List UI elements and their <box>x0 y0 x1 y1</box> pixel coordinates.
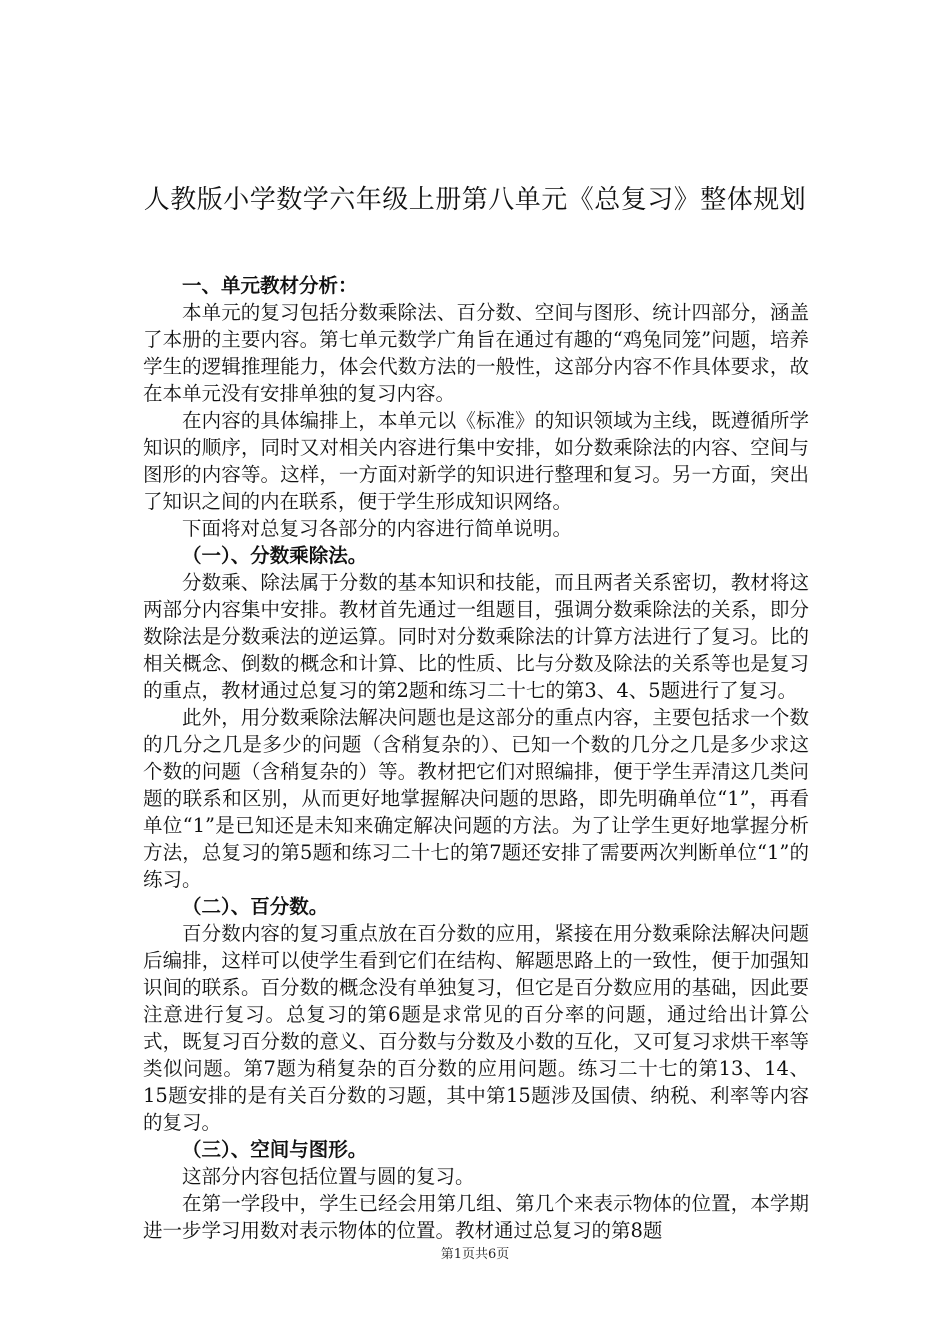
paragraph: 此外，用分数乘除法解决问题也是这部分的重点内容，主要包括求一个数的几分之几是多少的问题（含稍复杂的）、已知一个数的几分之几是多少求这个数的问题（含稍复杂的）等。教材把它们对照编排，便于学生弄清这几类问题的联系和区别，从而更好地掌握解决问题的思路，即先明确单位“1”，再看单位“1”是已知还是未知来确定解决问题的方法。为了让学生更好地掌握分析方法，总复习的第5题和练习二十七的第7题还安排了需要两次判断单位“1”的练习。 <box>143 706 809 891</box>
paragraph: 分数乘、除法属于分数的基本知识和技能，而且两者关系密切，教材将这两部分内容集中安排。教材首先通过一组题目，强调分数乘除法的关系，即分数除法是分数乘法的逆运算。同时对分数乘除法的计算方法进行了复习。比的相关概念、倒数的概念和计算、比的性质、比与分数及除法的关系等也是复习的重点，教材通过总复习的第2题和练习二十七的第3、4、5题进行了复习。 <box>143 571 809 702</box>
subsection-heading-fractions: （一）、分数乘除法。 <box>182 544 368 567</box>
paragraph: 在第一学段中，学生已经会用第几组、第几个来表示物体的位置，本学期进一步学习用数对表示物体的位置。教材通过总复习的第8题 <box>143 1192 809 1242</box>
page-footer: 第1页共6页 <box>440 1247 510 1262</box>
subsection-heading-geometry: （三）、空间与图形。 <box>182 1138 368 1161</box>
paragraph: 这部分内容包括位置与圆的复习。 <box>182 1165 475 1188</box>
paragraph: 本单元的复习包括分数乘除法、百分数、空间与图形、统计四部分，涵盖了本册的主要内容。第七单元数学广角旨在通过有趣的“鸡兔同笼”问题，培养学生的逻辑推理能力，体会代数方法的一般性，这部分内容不作具体要求，故在本单元没有安排单独的复习内容。 <box>143 301 809 405</box>
paragraph: 在内容的具体编排上，本单元以《标准》的知识领域为主线，既遵循所学知识的顺序，同时又对相关内容进行集中安排，如分数乘除法的内容、空间与图形的内容等。这样，一方面对新学的知识进行整理和复习。另一方面，突出了知识之间的内在联系，便于学生形成知识网络。 <box>143 409 809 513</box>
subsection-heading-percent: （二）、百分数。 <box>182 895 329 918</box>
paragraph: 百分数内容的复习重点放在百分数的应用，紧接在用分数乘除法解决问题后编排，这样可以使学生看到它们在结构、解题思路上的一致性，便于加强知识间的联系。百分数的概念没有单独复习，但它是百分数应用的基础，因此要注意进行复习。总复习的第6题是求常见的百分率的问题，通过给出计算公式，既复习百分数的意义、百分数与分数及小数的互化，又可复习求烘干率等类似问题。第7题为稍复杂的百分数的应用问题。练习二十七的第13、14、15题安排的是有关百分数的习题，其中第15题涉及国债、纳税、利率等内容的复习。 <box>143 922 809 1134</box>
document-title: 人教版小学数学六年级上册第八单元《总复习》整体规划 <box>143 185 807 215</box>
document-body <box>143 272 809 1244</box>
section-heading: 一、单元教材分析： <box>182 274 358 297</box>
paragraph: 下面将对总复习各部分的内容进行简单说明。 <box>182 517 573 540</box>
